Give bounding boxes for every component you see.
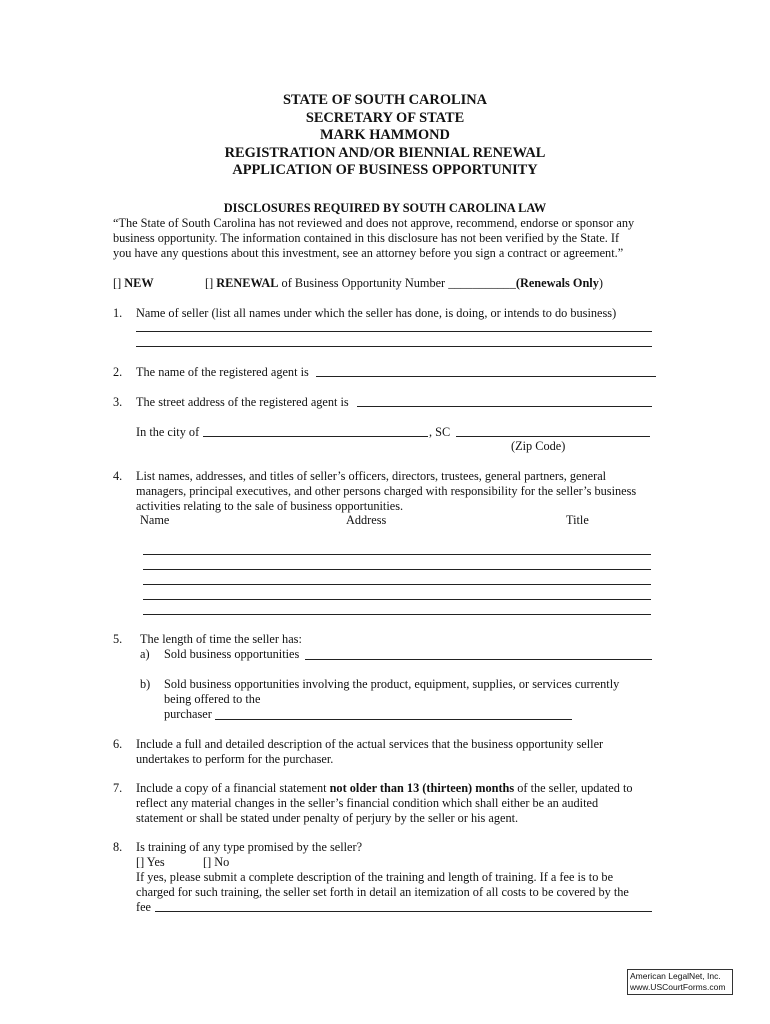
header-name: MARK HAMMOND <box>320 127 450 144</box>
disclosure-line: business opportunity. The information contained in this disclosure has not been verified by the State. If <box>113 231 620 245</box>
q7-text: reflect any material changes in the seller’s financial condition which shall either be an audited <box>136 796 599 810</box>
renewal-checkbox[interactable]: [] <box>205 276 214 290</box>
q8-text: If yes, please submit a complete description of the training and length of training. If a fee is to be <box>136 870 614 884</box>
q5a-label: a) <box>140 647 150 661</box>
q2-text: The name of the registered agent is <box>136 365 309 379</box>
column-title-header: Title <box>566 513 589 527</box>
disclosure-line: “The State of South Carolina has not reviewed and does not approve, recommend, endorse or sponsor any <box>113 216 635 230</box>
q8-yes-option[interactable]: [] Yes <box>136 855 165 869</box>
q5a-text: Sold business opportunities <box>164 647 300 661</box>
officer-entry-line[interactable] <box>143 614 651 615</box>
q5b-label: b) <box>140 677 151 691</box>
q8-fee-label: fee <box>136 900 152 914</box>
publisher-url: www.USCourtForms.com <box>630 982 726 992</box>
q7-number: 7. <box>113 781 123 795</box>
header-application: APPLICATION OF BUSINESS OPPORTUNITY <box>232 162 538 179</box>
q8-number: 8. <box>113 840 123 854</box>
renewal-label: RENEWAL <box>216 276 279 290</box>
city-label: In the city of <box>136 425 200 439</box>
header-state: STATE OF SOUTH CAROLINA <box>282 92 488 108</box>
fee-answer-line[interactable] <box>155 911 652 912</box>
q1-text: Name of seller (list all names under which the seller has done, is doing, or intends to do business) <box>136 306 617 320</box>
q5b-text: purchaser <box>164 707 212 721</box>
q5-text: The length of time the seller has: <box>140 632 302 646</box>
q7-text-part: Include a copy of a financial statement <box>136 781 330 795</box>
registered-agent-address-line[interactable] <box>357 406 652 407</box>
officer-entry-line[interactable] <box>143 599 651 600</box>
officer-entry-line[interactable] <box>143 554 651 555</box>
form-header <box>0 92 770 180</box>
renewals-only-close: ) <box>598 276 603 290</box>
new-checkbox[interactable]: [] <box>113 276 122 290</box>
column-name-header: Name <box>140 513 170 527</box>
disclosure-title: DISCLOSURES REQUIRED BY SOUTH CAROLINA LAW <box>223 201 547 215</box>
q5b-answer-line[interactable] <box>215 719 572 720</box>
header-secretary: SECRETARY OF STATE <box>305 109 465 126</box>
disclosure-line: you have any questions about this investment, see an attorney before you sign a contract or agreement.” <box>113 246 624 260</box>
q5a-answer-line[interactable] <box>305 659 652 660</box>
publisher-name: American LegalNet, Inc. <box>630 971 721 981</box>
registered-agent-name-line[interactable] <box>316 376 656 377</box>
new-label: NEW <box>124 276 154 290</box>
q6-number: 6. <box>113 737 123 751</box>
q8-text: charged for such training, the seller set forth in detail an itemization of all costs to be covered by the <box>136 885 629 899</box>
city-line[interactable] <box>203 436 428 437</box>
renewal-number-text: of Business Opportunity Number ___________ <box>278 276 516 290</box>
new-option[interactable] <box>113 276 154 291</box>
officer-entry-line[interactable] <box>143 569 651 570</box>
q5b-text: Sold business opportunities involving the product, equipment, supplies, or services currently <box>164 677 620 691</box>
q6-text: undertakes to perform for the purchaser. <box>136 752 334 766</box>
q2-number: 2. <box>113 365 123 379</box>
q8-no-option[interactable]: [] No <box>203 855 230 869</box>
q1-number: 1. <box>113 306 123 320</box>
q4-text: managers, principal executives, and other persons charged with responsibility for the seller’s business <box>136 484 637 498</box>
q4-text: List names, addresses, and titles of seller’s officers, directors, trustees, general partners, general <box>136 469 607 483</box>
renewal-option[interactable] <box>205 276 603 291</box>
q5-number: 5. <box>113 632 123 646</box>
q7-emphasis: not older than 13 (thirteen) months <box>329 781 515 795</box>
q3-number: 3. <box>113 395 123 409</box>
zip-code-label: (Zip Code) <box>511 439 566 453</box>
q1-answer-line[interactable] <box>136 346 652 347</box>
q7-text-part: of the seller, updated to <box>514 781 633 795</box>
publisher-stamp <box>627 969 733 995</box>
q1-answer-line[interactable] <box>136 331 652 332</box>
q3-text: The street address of the registered agent is <box>136 395 349 409</box>
q5b-text: being offered to the <box>164 692 261 706</box>
q8-text: Is training of any type promised by the seller? <box>136 840 363 854</box>
zip-code-line[interactable] <box>456 436 650 437</box>
column-address-header: Address <box>346 513 387 527</box>
q7-text: statement or shall be stated under penalty of perjury by the seller or his agent. <box>136 811 519 825</box>
state-sc-label: , SC <box>429 425 451 439</box>
q4-number: 4. <box>113 469 123 483</box>
renewals-only-note: (Renewals Only <box>515 276 599 290</box>
q6-text: Include a full and detailed description of the actual services that the business opportunity seller <box>136 737 604 751</box>
header-registration: REGISTRATION AND/OR BIENNIAL RENEWAL <box>224 144 546 161</box>
q7-text <box>136 781 633 796</box>
q4-text: activities relating to the sale of business opportunities. <box>136 499 404 513</box>
officer-entry-line[interactable] <box>143 584 651 585</box>
